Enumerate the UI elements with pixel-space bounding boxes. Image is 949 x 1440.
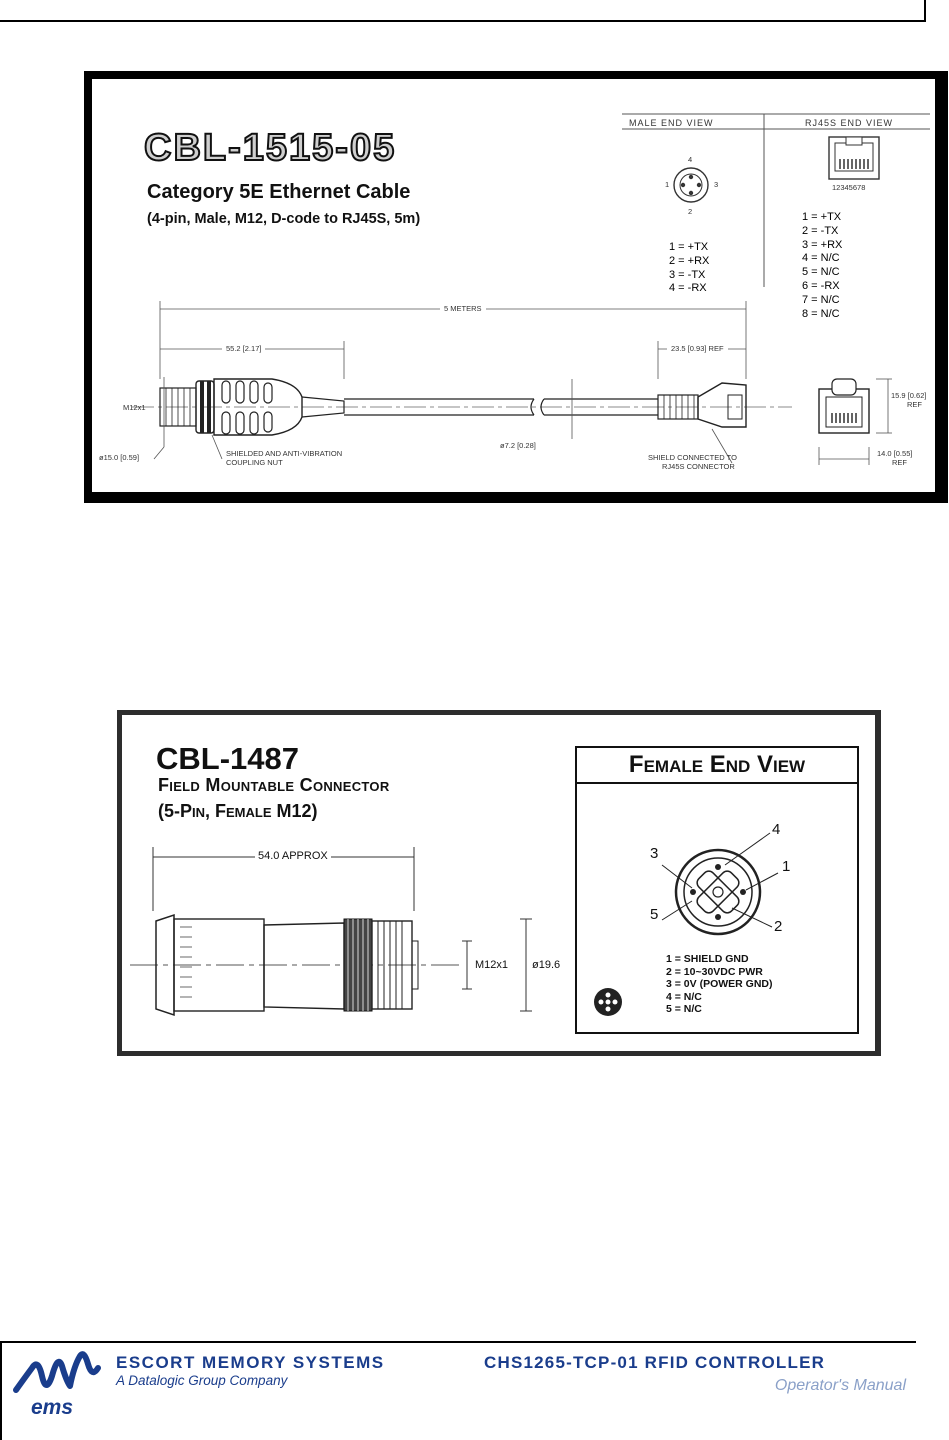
thread-dim: M12x1 [475, 959, 509, 971]
rj45-pin-row: 3 = +RX [802, 238, 843, 251]
pin-4-label: 4 [772, 821, 781, 838]
ems-logo-text: ems [31, 1396, 74, 1419]
rj45-pin-row: 7 = N/C [802, 293, 840, 306]
rj45-plug-icon [658, 383, 746, 427]
rj45-width-ref: REF [892, 458, 907, 467]
rj45-pin-row: 6 = -RX [802, 279, 840, 292]
shield-note-2: RJ45S CONNECTOR [662, 462, 735, 471]
m12-thread-dim: M12x1 [123, 403, 146, 412]
connector-diameter-dim: ø15.0 [0.59] [99, 453, 140, 462]
length-dim: 54.0 APPROX [255, 850, 331, 862]
male-pinout-list [669, 241, 709, 296]
rj45-end-view-label: RJ45S END VIEW [805, 118, 894, 128]
male-pin-4-label: 4 [688, 155, 693, 164]
rj45-end-view-icon [829, 137, 879, 179]
rj45-pin-row: 5 = N/C [802, 266, 840, 279]
male-pin-row: 4 = -RX [669, 282, 707, 295]
female-end-view-heading: Female End View [577, 748, 857, 784]
cable-diameter-dim: ø7.2 [0.28] [500, 441, 536, 450]
cbl-1515-description: (4-pin, Male, M12, D-code to RJ45S, 5m) [147, 211, 421, 227]
product-name: CHS1265-TCP-01 RFID CONTROLLER [484, 1353, 826, 1372]
male-pin-2-label: 2 [688, 207, 693, 216]
coupling-note-2: COUPLING NUT [226, 458, 283, 467]
rj45-pin-row: 8 = N/C [802, 307, 840, 320]
cbl-1487-title: CBL-1487 [156, 741, 299, 776]
diameter-dim: ø19.6 [532, 959, 561, 971]
header-rule [0, 0, 926, 22]
male-end-view-label: MALE END VIEW [629, 118, 714, 128]
manual-title: Operator's Manual [774, 1377, 906, 1394]
rj45-pin-row: 2 = -TX [802, 224, 839, 237]
rj45-width-dim: 14.0 [0.55] [877, 449, 913, 458]
rj45-length-dim: 23.5 [0.93] REF [667, 344, 728, 353]
rj45-front-icon [819, 379, 869, 433]
male-pin-row: 1 = +TX [669, 241, 709, 253]
rj45-height-dim: 15.9 [0.62] [891, 391, 927, 400]
rj45-pin-row: 4 = N/C [802, 252, 840, 265]
female-pinout-list [666, 953, 772, 1016]
pin-2-label: 2 [774, 918, 783, 935]
female-pin-row: 1 = SHIELD GND [666, 953, 749, 965]
male-pin-3-label: 3 [714, 180, 719, 189]
female-end-view-box [575, 746, 859, 1034]
coupling-note-1: SHIELDED AND ANTI-VIBRATION [226, 449, 343, 458]
cbl-1487-description: (5-Pin, Female M12) [158, 801, 318, 821]
female-pin-row: 5 = N/C [666, 1003, 702, 1016]
cbl-1487-subtitle: Field Mountable Connector [158, 775, 390, 795]
overall-length-dim: 5 METERS [440, 304, 486, 313]
rj45-height-ref: REF [907, 400, 922, 409]
ems-logo-icon [12, 1346, 112, 1398]
female-pin-row: 2 = 10~30VDC PWR [666, 965, 763, 978]
connector-length-dim: 55.2 [2.17] [222, 344, 265, 353]
pin-1-label: 1 [782, 858, 791, 875]
rj45-pin-row: 1 = +TX [802, 211, 842, 223]
pin-3-label: 3 [650, 845, 659, 862]
pin-5-label: 5 [650, 906, 659, 923]
cbl-1515-subtitle: Category 5E Ethernet Cable [147, 181, 411, 203]
male-pin-row: 3 = -TX [669, 268, 706, 281]
male-end-view-icon [674, 168, 708, 202]
male-pin-1-label: 1 [665, 180, 670, 189]
rj45-pinout-list [802, 211, 842, 321]
female-pin-row: 3 = 0V (POWER GND) [666, 978, 773, 991]
cbl-1515-05-figure [84, 71, 948, 503]
cbl-1515-title: CBL-1515-05 [144, 127, 397, 169]
shield-note-1: SHIELD CONNECTED TO [648, 453, 737, 462]
company-name: ESCORT MEMORY SYSTEMS [116, 1353, 385, 1372]
rj45-pin-numbers: 12345678 [832, 183, 866, 192]
cbl-1487-figure [117, 710, 881, 1056]
female-pin-row: 4 = N/C [666, 990, 702, 1003]
male-pin-row: 2 = +RX [669, 254, 710, 267]
company-subtitle: A Datalogic Group Company [116, 1373, 288, 1388]
